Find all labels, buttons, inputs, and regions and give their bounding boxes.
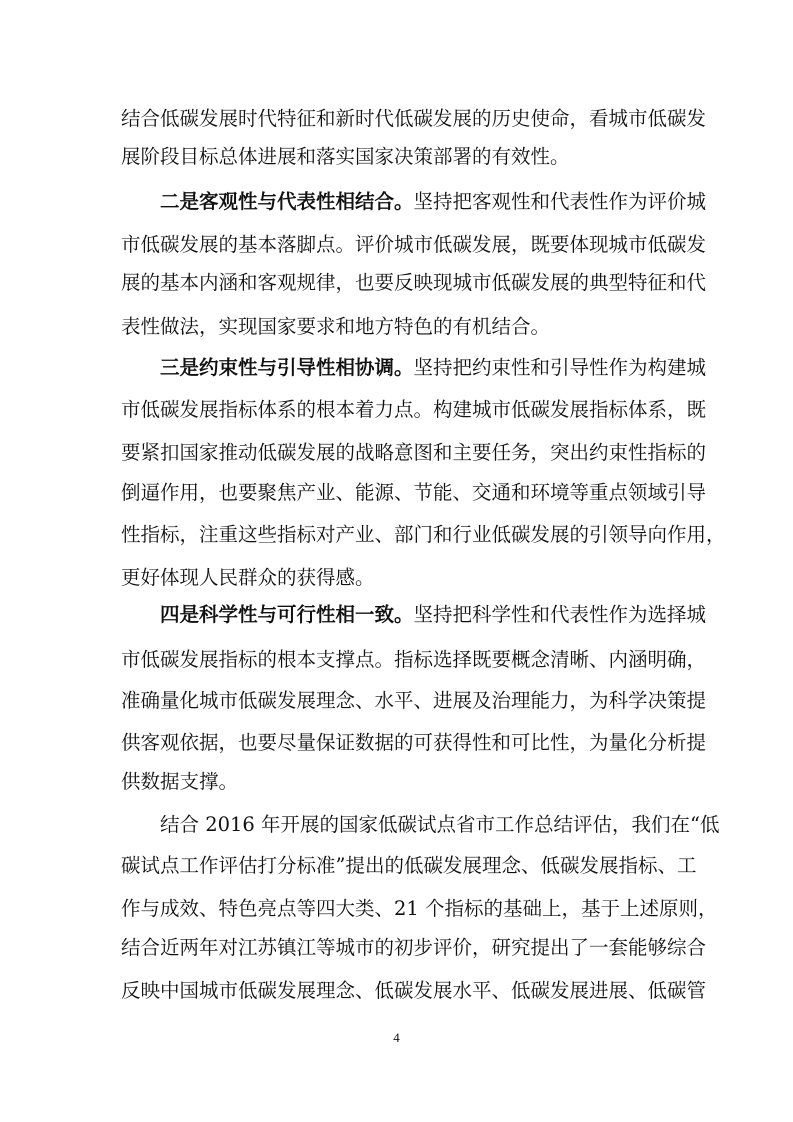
- paragraph-first-line: 结合 2016 年开展的国家低碳试点省市工作总结评估，我们在“低: [160, 813, 720, 836]
- body-line: 展的基本内涵和客观规律，也要反映现城市低碳发展的典型特征和代: [121, 271, 707, 294]
- page-number: 4: [393, 1030, 400, 1045]
- paragraph-first-line: [160, 353, 707, 383]
- paragraph-first-line-text: 坚持把约束性和引导性作为构建城: [413, 356, 707, 379]
- body-line: 碳试点工作评估打分标准”提出的低碳发展理念、低碳发展指标、工: [121, 854, 697, 877]
- body-line: 结合近两年对江苏镇江等城市的初步评价，研究提出了一套能够综合: [121, 936, 707, 959]
- body-line: 结合低碳发展时代特征和新时代低碳发展的历史使命，看城市低碳发: [121, 107, 707, 130]
- body-line: 要紧扣国家推动低碳发展的战略意图和主要任务，突出约束性指标的: [121, 441, 707, 464]
- body-line: 倒逼作用，也要聚焦产业、能源、节能、交通和环境等重点领域引导: [121, 481, 707, 504]
- body-line: 准确量化城市低碳发展理念、水平、进展及治理能力，为科学决策提: [121, 689, 707, 712]
- body-line: 市低碳发展指标体系的根本着力点。构建城市低碳发展指标体系，既: [121, 398, 707, 421]
- body-line: 市低碳发展的基本落脚点。评价城市低碳发展，既要体现城市低碳发: [121, 233, 707, 256]
- paragraph-lead-heading: 四是科学性与可行性相一致。: [160, 603, 414, 626]
- paragraph-lead-heading: 二是客观性与代表性相结合。: [160, 190, 414, 213]
- paragraph-first-line: [160, 187, 707, 217]
- body-line: 市低碳发展指标的根本支撑点。指标选择既要概念清晰、内涵明确，: [121, 648, 707, 671]
- body-line: 性指标，注重这些指标对产业、部门和行业低碳发展的引领导向作用，: [121, 523, 726, 546]
- paragraph-lead-heading: 三是约束性与引导性相协调。: [160, 356, 414, 379]
- body-line: 供客观依据，也要尽量保证数据的可获得性和可比性，为量化分析提: [121, 731, 707, 754]
- body-line: 作与成效、特色亮点等四大类、21 个指标的基础上，基于上述原则，: [121, 897, 718, 920]
- body-line: 展阶段目标总体进展和落实国家决策部署的有效性。: [121, 145, 570, 168]
- body-line: 供数据支撑。: [121, 770, 239, 793]
- paragraph-first-line: [160, 600, 707, 630]
- body-line: 更好体现人民群众的获得感。: [121, 566, 375, 589]
- paragraph-first-line-text: 坚持把客观性和代表性作为评价城: [413, 190, 707, 213]
- body-line: 表性做法，实现国家要求和地方特色的有机结合。: [121, 315, 551, 338]
- paragraph-first-line-text: 坚持把科学性和代表性作为选择城: [413, 603, 707, 626]
- body-line: 反映中国城市低碳发展理念、低碳发展水平、低碳发展进展、低碳管: [121, 979, 707, 1002]
